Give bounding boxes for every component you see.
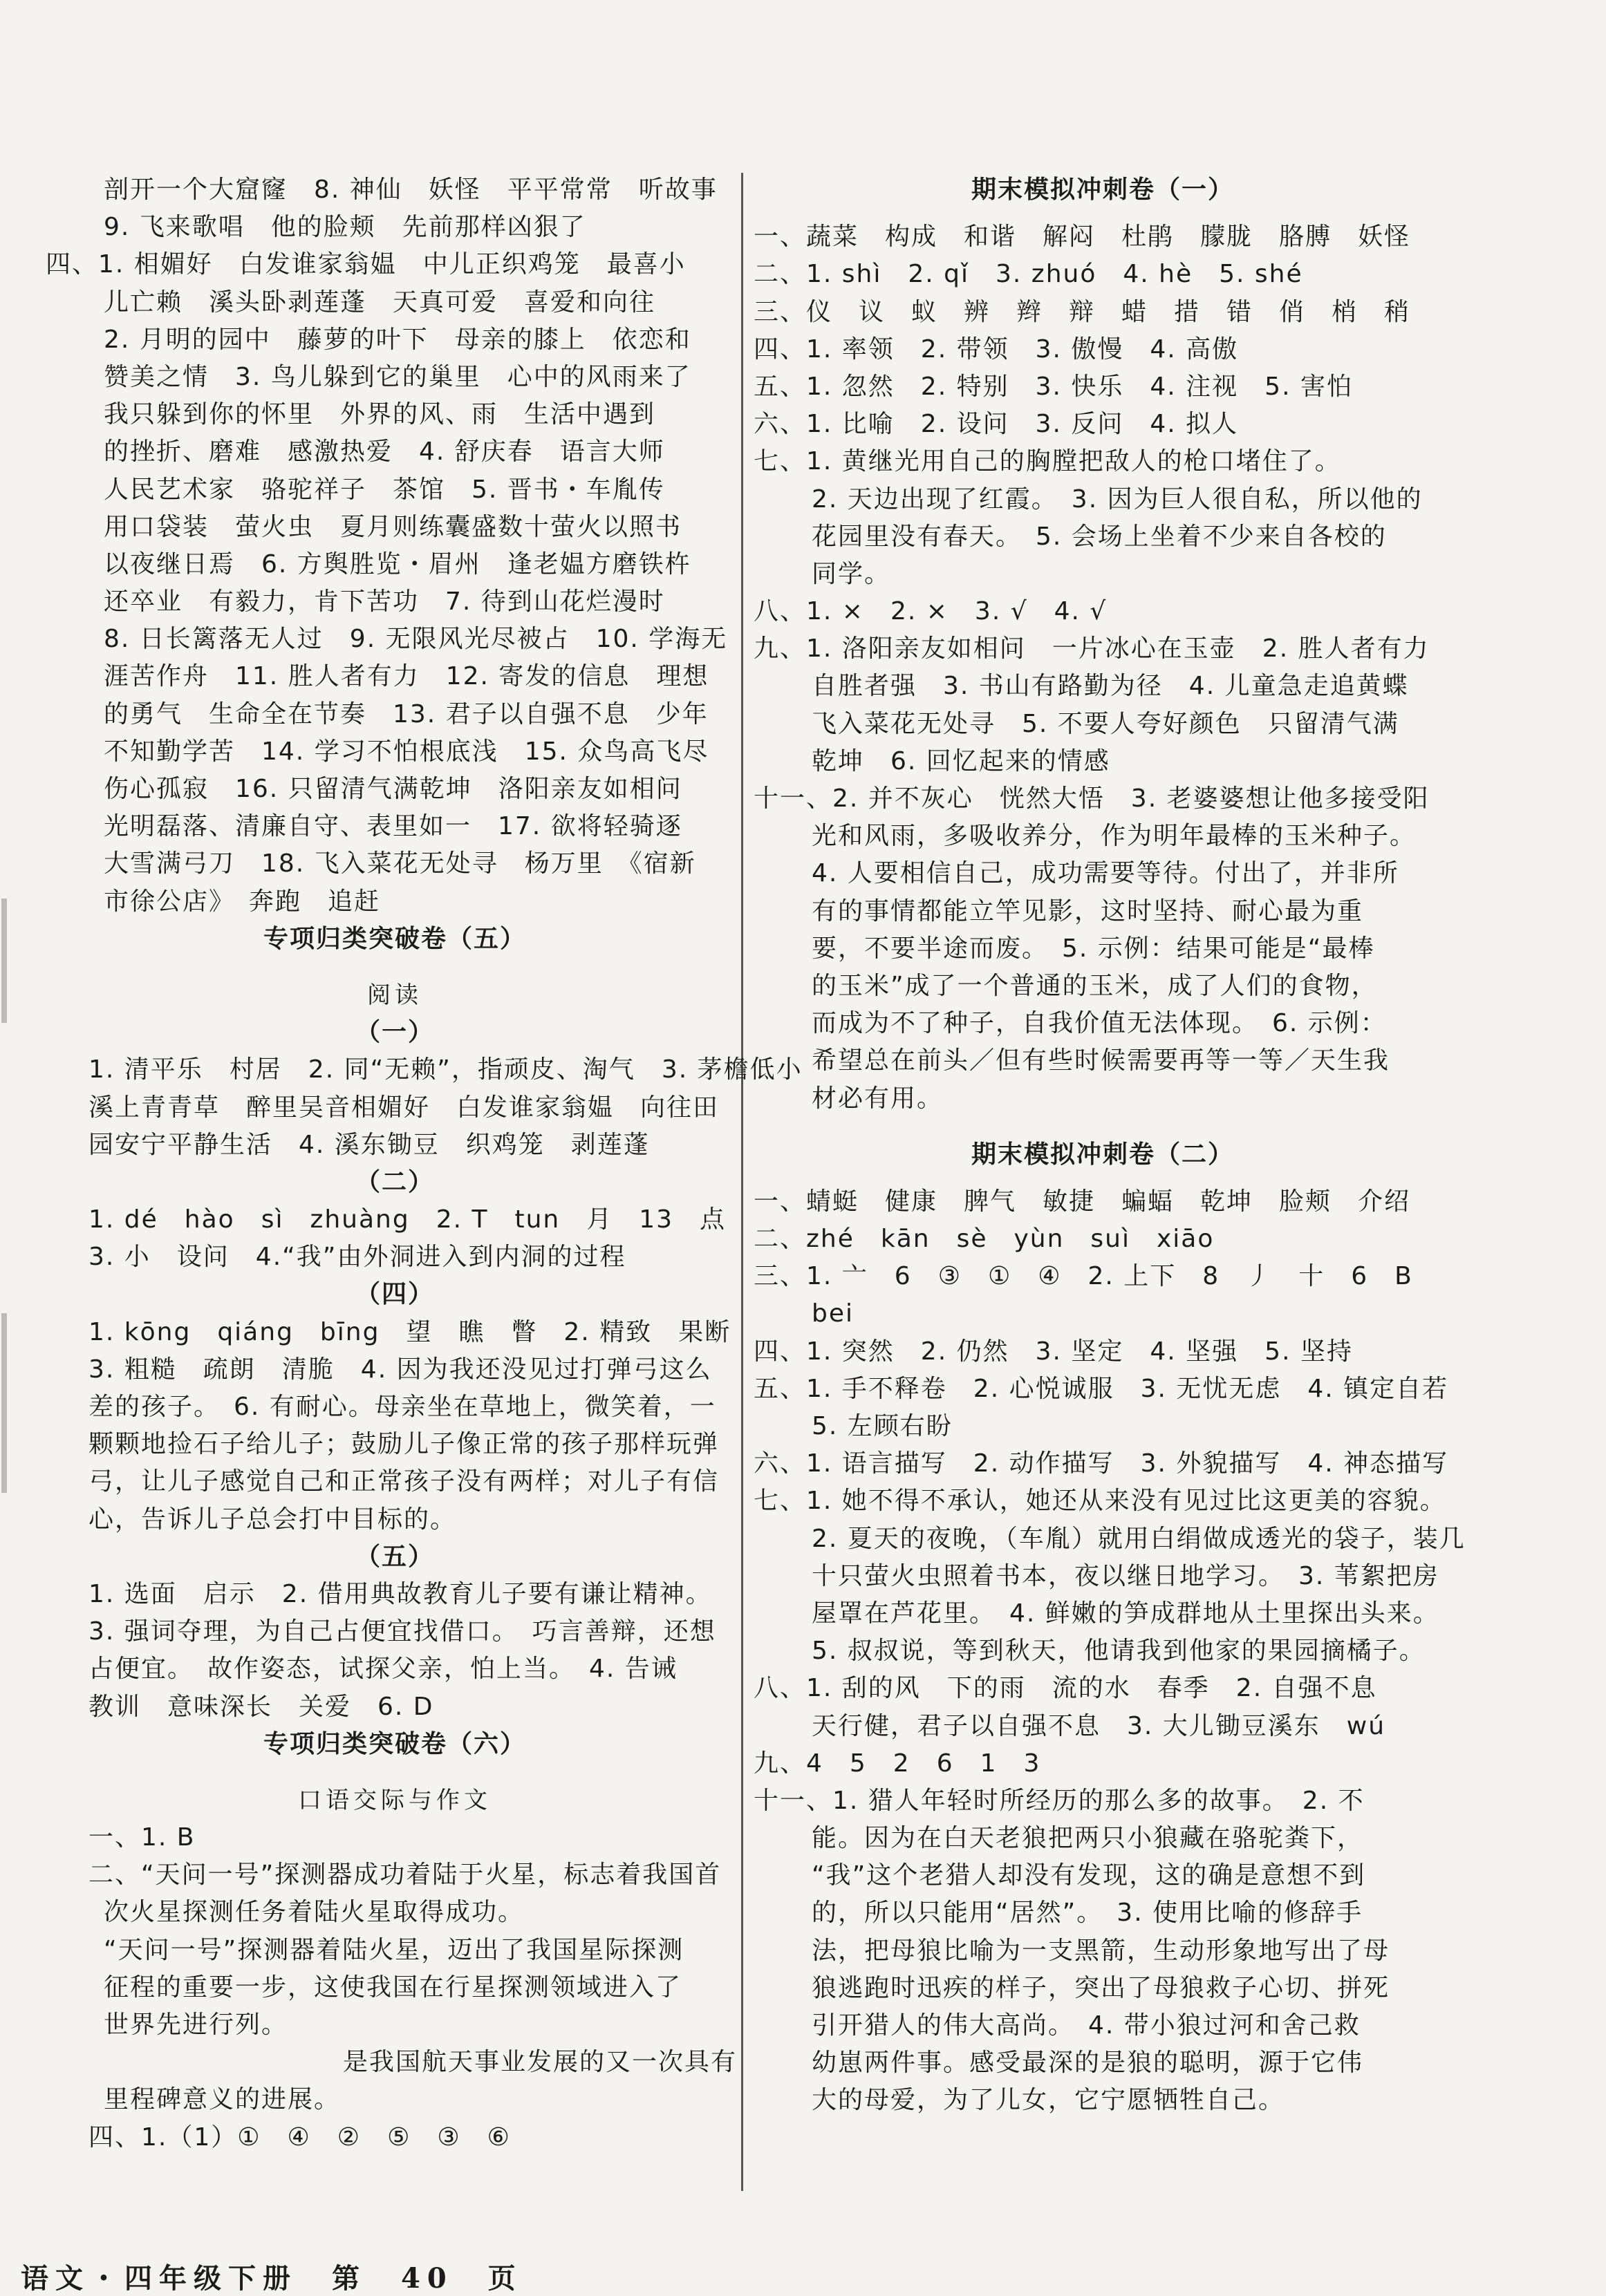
text-line: 伤心孤寂 16. 只留清气满乾坤 洛阳亲友如相问	[104, 775, 682, 803]
text-line: “天问一号”探测器着陆火星，迈出了我国星际探测	[104, 1935, 684, 1964]
text-line: 五、1. 手不释卷 2. 心悦诚服 3. 无忧无虑 4. 镇定自若	[754, 1374, 1449, 1403]
text-line: 1. dé hào sì zhuàng 2. T tun 月 13 点	[88, 1205, 727, 1234]
section-heading: 专项归类突破卷（六）	[263, 1729, 526, 1758]
page-footer: 语文・四年级下册 第 40 页	[21, 2262, 523, 2295]
text-line: 征程的重要一步，这使我国在行星探测领域进入了	[104, 1973, 682, 2002]
text-line: 八、1. 刮的风 下的雨 流的水 春季 2. 自强不息	[754, 1674, 1377, 1703]
text-line: 2. 夏天的夜晚，（车胤）就用白绢做成透光的袋子，装几	[812, 1524, 1466, 1553]
text-line: 光和风雨，多吸收养分，作为明年最棒的玉米种子。	[812, 822, 1417, 851]
text-line: 次火星探测任务着陆火星取得成功。	[104, 1898, 525, 1927]
text-line: 里程碑意义的进展。	[104, 2085, 341, 2114]
section-heading: 专项归类突破卷（五）	[263, 924, 526, 953]
text-line: 2. 月明的园中 藤萝的叶下 母亲的膝上 依恋和	[104, 325, 691, 354]
text-line: 八、1. × 2. × 3. √ 4. √	[754, 597, 1108, 626]
text-line: 花园里没有春天。 5. 会场上坐着不少来自各校的	[812, 522, 1387, 551]
text-line: 赞美之情 3. 鸟儿躲到它的巢里 心中的风雨来了	[104, 362, 691, 391]
text-line: 我只躲到你的怀里 外界的风、雨 生活中遇到	[104, 400, 656, 429]
text-line: 三、1. 亠 6 ③ ① ④ 2. 上下 8 丿 十 6 B	[754, 1262, 1413, 1291]
text-line: 市徐公店》 奔跑 追赶	[104, 887, 381, 916]
text-line: 颗颗地捡石子给儿子；鼓励儿子像正常的孩子那样玩弹	[88, 1430, 720, 1459]
text-line: 乾坤 6. 回忆起来的情感	[812, 746, 1110, 775]
subsection-heading: （一）	[355, 1018, 434, 1047]
text-line: 5. 左顾右盼	[812, 1412, 953, 1440]
text-line: 三、仪 议 蚁 辨 辫 辩 蜡 措 错 俏 梢 稍	[754, 297, 1411, 326]
text-line: 教训 意味深长 关爱 6. D	[88, 1692, 434, 1721]
text-line: 是我国航天事业发展的又一次具有	[342, 2048, 737, 2077]
text-line: 心，告诉儿子总会打中目标的。	[88, 1505, 457, 1534]
text-line: 不知勤学苦 14. 学习不怕根底浅 15. 众鸟高飞尽	[104, 737, 709, 766]
text-line: 飞入菜花无处寻 5. 不要人夸好颜色 只留清气满	[812, 709, 1399, 738]
section-subheading: 阅读	[367, 981, 422, 1009]
text-line: 材必有用。	[812, 1084, 944, 1113]
text-line: 的玉米”成了一个普通的玉米，成了人们的食物，	[812, 971, 1378, 1000]
text-line: 园安宁平静生活 4. 溪东锄豆 织鸡笼 剥莲蓬	[88, 1130, 650, 1159]
text-line: 9. 飞来歌唱 他的脸颊 先前那样凶狠了	[104, 213, 586, 242]
text-line: 2. 天边出现了红霞。 3. 因为巨人很自私，所以他的	[812, 484, 1423, 514]
text-line: 一、1. B	[88, 1823, 196, 1852]
left-column	[46, 171, 803, 2156]
text-line: 5. 叔叔说，等到秋天，他请我到他家的果园摘橘子。	[812, 1637, 1426, 1666]
text-line: 九、1. 洛阳亲友如相问 一片冰心在玉壶 2. 胜人者有力	[754, 634, 1430, 664]
text-line: 3. 粗糙 疏朗 清脆 4. 因为我还没见过打弹弓这么	[88, 1355, 712, 1384]
text-line: 自胜者强 3. 书山有路勤为径 4. 儿童急走追黄蝶	[812, 672, 1409, 701]
text-line: 人民艺术家 骆驼祥子 茶馆 5. 晋书・车胤传	[104, 475, 665, 504]
text-line: 二、“天问一号”探测器成功着陆于火星，标志着我国首	[88, 1861, 722, 1890]
text-line: 四、1. 相媚好 白发谁家翁媪 中儿正织鸡笼 最喜小	[46, 250, 686, 279]
text-line: 六、1. 语言描写 2. 动作描写 3. 外貌描写 4. 神态描写	[754, 1449, 1449, 1478]
text-line: 要，不要半途而废。 5. 示例：结果可能是“最棒	[812, 934, 1375, 963]
text-line: 法，把母狼比喻为一支黑箭，生动形象地写出了母	[812, 1936, 1390, 1965]
text-line: 二、zhé kān sè yùn suì xiāo	[754, 1225, 1215, 1254]
text-line: 占便宜。 故作姿态，试探父亲，怕上当。 4. 告诫	[88, 1655, 678, 1684]
text-line: 狼逃跑时迅疾的样子，突出了母狼救子心切、拼死	[812, 1973, 1390, 2002]
text-line: 一、蔬菜 构成 和谐 解闷 杜鹃 朦胧 胳膊 妖怪	[754, 223, 1411, 252]
text-line: 幼崽两件事。感受最深的是狼的聪明，源于它伟	[812, 2049, 1364, 2078]
text-line: 希望总在前头／但有些时候需要再等一等／天生我	[812, 1046, 1390, 1075]
text-line: 1. kōng qiáng bīng 望 瞧 瞥 2. 精致 果断	[88, 1317, 731, 1346]
text-line: 弓，让儿子感觉自己和正常孩子没有两样；对儿子有信	[88, 1467, 720, 1496]
section-heading: 期末模拟冲刺卷（一）	[971, 176, 1234, 204]
text-line: 世界先进行列。	[104, 2011, 288, 2039]
text-line: 九、4 5 2 6 1 3	[754, 1749, 1041, 1778]
text-line: 的，所以只能用“居然”。 3. 使用比喻的修辞手	[812, 1899, 1363, 1928]
text-line: 涯苦作舟 11. 胜人者有力 12. 寄发的信息 理想	[104, 662, 709, 691]
text-line: 四、1.（1）① ④ ② ⑤ ③ ⑥	[88, 2123, 511, 2152]
text-line: 十只萤火虫照着书本，夜以继日地学习。 3. 苇絮把房	[812, 1561, 1439, 1590]
text-line: 的挫折、磨难 感激热爱 4. 舒庆春 语言大师	[104, 437, 665, 467]
text-line: 同学。	[812, 559, 891, 588]
text-line: 1. 清平乐 村居 2. 同“无赖”，指顽皮、淘气 3. 茅檐低小	[88, 1055, 803, 1084]
text-line: 四、1. 突然 2. 仍然 3. 坚定 4. 坚强 5. 坚持	[754, 1337, 1353, 1366]
text-line: 差的孩子。 6. 有耐心。母亲坐在草地上，微笑着，一	[88, 1393, 716, 1421]
section-heading: 期末模拟冲刺卷（二）	[971, 1140, 1234, 1169]
page-edge-mark	[1, 1313, 7, 1493]
text-line: 剖开一个大窟窿 8. 神仙 妖怪 平平常常 听故事	[104, 176, 718, 204]
text-line: 的勇气 生命全在节奏 13. 君子以自强不息 少年	[104, 699, 709, 728]
text-line: 四、1. 率领 2. 带领 3. 傲慢 4. 高傲	[754, 335, 1239, 364]
text-line: 用口袋装 萤火虫 夏月则练囊盛数十萤火以照书	[104, 512, 682, 541]
text-line: 大雪满弓刀 18. 飞入菜花无处寻 杨万里 《宿新	[104, 849, 696, 878]
text-line: 4. 人要相信自己，成功需要等待。付出了，并非所	[812, 859, 1399, 888]
text-line: 引开猎人的伟大高尚。 4. 带小狼过河和舍己救	[812, 2011, 1361, 2040]
text-line: 屋罩在芦花里。 4. 鲜嫩的笋成群地从土里探出头来。	[812, 1599, 1439, 1628]
text-line: “我”这个老猎人却没有发现，这的确是意想不到	[812, 1861, 1366, 1890]
text-line: 光明磊落、清廉自守、表里如一 17. 欲将轻骑逐	[104, 812, 682, 841]
text-line: bei	[812, 1299, 855, 1328]
text-line: 3. 强词夺理，为自己占便宜找借口。 巧言善辩，还想	[88, 1617, 716, 1646]
text-line: 还卒业 有毅力，肯下苦功 7. 待到山花烂漫时	[104, 587, 665, 617]
text-line: 七、1. 黄继光用自己的胸膛把敌人的枪口堵住了。	[754, 447, 1341, 476]
text-line: 十一、2. 并不灰心 恍然大悟 3. 老婆婆想让他多接受阳	[754, 784, 1430, 813]
right-column	[754, 171, 1466, 2120]
subsection-heading: （五）	[355, 1542, 434, 1571]
subsection-heading: （二）	[355, 1167, 434, 1196]
text-line: 有的事情都能立竿见影，这时坚持、耐心最为重	[812, 896, 1364, 925]
text-line: 8. 日长篱落无人过 9. 无限风光尽被占 10. 学海无	[104, 625, 728, 654]
text-line: 而成为不了种子，自我价值无法体现。 6. 示例：	[812, 1009, 1387, 1038]
text-line: 以夜继日焉 6. 方舆胜览・眉州 逢老媪方磨铁杵	[104, 549, 691, 578]
text-line: 六、1. 比喻 2. 设问 3. 反问 4. 拟人	[754, 410, 1239, 439]
subsection-heading: （四）	[355, 1280, 434, 1309]
text-line: 一、蜻蜓 健康 脾气 敏捷 蝙蝠 乾坤 脸颊 介绍	[754, 1187, 1411, 1216]
text-line: 十一、1. 猎人年轻时所经历的那么多的故事。 2. 不	[754, 1786, 1365, 1815]
text-line: 3. 小 设问 4.“我”由外洞进入到内洞的过程	[88, 1243, 626, 1272]
text-line: 二、1. shì 2. qǐ 3. zhuó 4. hè 5. shé	[754, 260, 1303, 289]
text-line: 能。因为在白天老狼把两只小狼藏在骆驼粪下，	[812, 1824, 1364, 1853]
section-subheading: 口语交际与作文	[298, 1786, 492, 1814]
text-line: 大的母爱，为了儿女，它宁愿牺牲自己。	[812, 2086, 1285, 2115]
text-line: 溪上青青草 醉里吴音相媚好 白发谁家翁媪 向往田	[88, 1093, 720, 1122]
text-line: 儿亡赖 溪头卧剥莲蓬 天真可爱 喜爱和向往	[104, 288, 656, 317]
page-edge-mark	[1, 898, 7, 1023]
text-line: 七、1. 她不得不承认，她还从来没有见过比这更美的容貌。	[754, 1487, 1446, 1516]
text-line: 五、1. 忽然 2. 特别 3. 快乐 4. 注视 5. 害怕	[754, 372, 1353, 401]
text-line: 1. 选面 启示 2. 借用典故教育儿子要有谦让精神。	[88, 1579, 712, 1608]
text-line: 天行健，君子以自强不息 3. 大儿锄豆溪东 wú	[812, 1711, 1386, 1740]
